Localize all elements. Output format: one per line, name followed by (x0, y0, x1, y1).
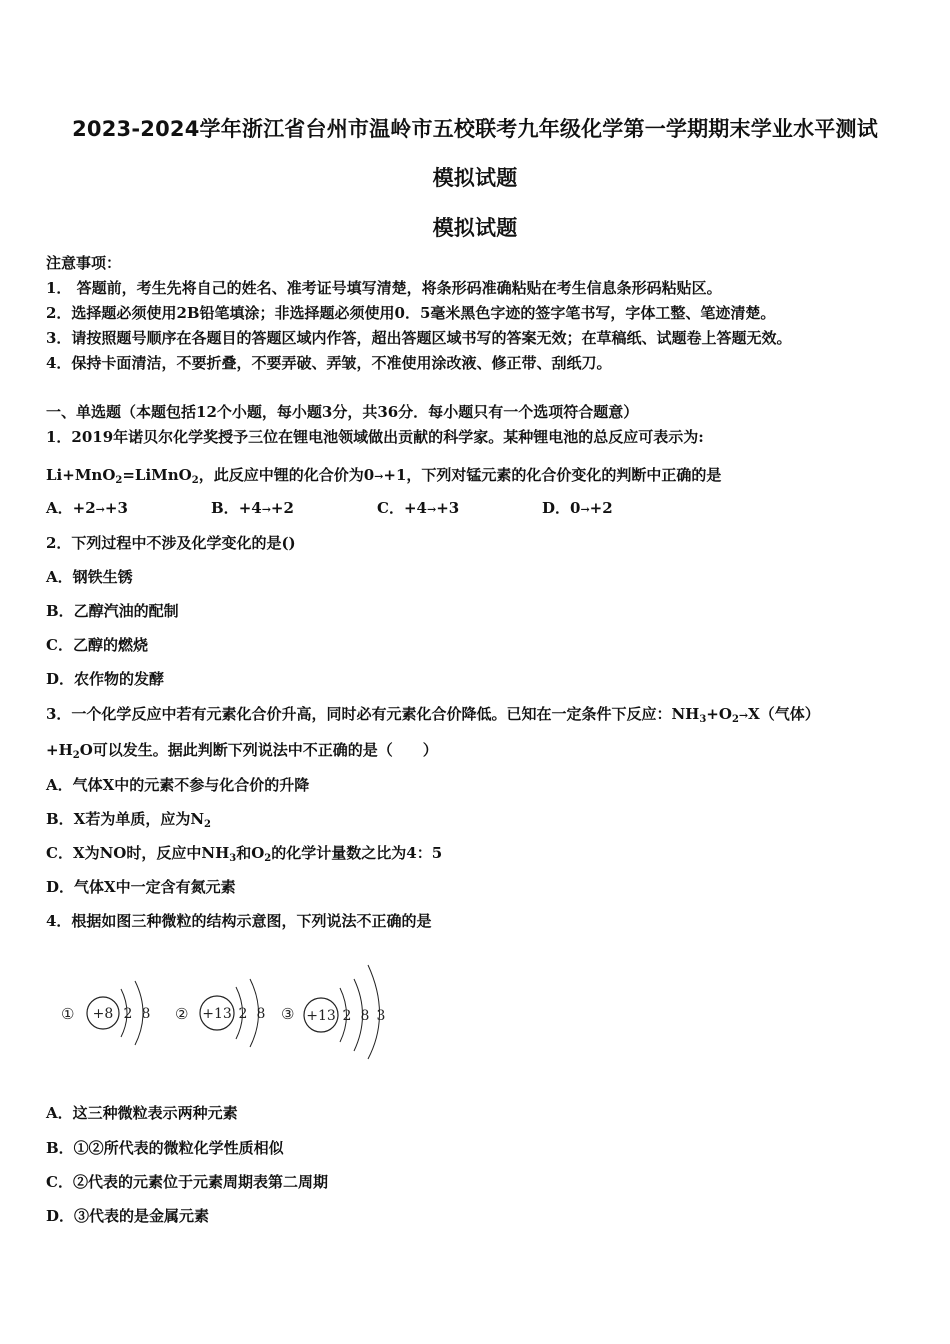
q4-option-c: C．②代表的元素位于元素周期表第二周期 (46, 1173, 328, 1191)
particle-1-nucleus: +8 (92, 1006, 114, 1022)
particle-1-shell-1: 2 (123, 1006, 133, 1022)
notice-item-4: 4．保持卡面清洁，不要折叠，不要弄破、弄皱，不准使用涂改液、修正带、刮纸刀。 (46, 354, 612, 372)
q2-option-a: A．钢铁生锈 (46, 568, 133, 586)
q1-option-c: C．+4→+3 (377, 499, 460, 517)
q3-option-b: B．X若为单质，应为$N_2$ (46, 810, 211, 830)
particle-3-shell-2: 8 (360, 1008, 370, 1024)
q2-option-b: B．乙醇汽油的配制 (46, 602, 179, 620)
q2-stem: 2．下列过程中不涉及化学变化的是() (46, 534, 296, 552)
exam-title-line3: 模拟试题 (432, 216, 518, 240)
particle-2-shell-2: 8 (256, 1006, 266, 1022)
atomic-structure-diagram (55, 955, 395, 1060)
q2-option-c: C．乙醇的燃烧 (46, 636, 148, 654)
notice-item-3: 3．请按照题号顺序在各题目的答题区域内作答，超出答题区域书写的答案无效；在草稿纸、试题卷上答题无效。 (46, 329, 792, 347)
particle-2-label: ② (175, 1005, 189, 1023)
q3-stem-line2: $+H_2O$可以发生。据此判断下列说法中不正确的是（ ） (46, 741, 438, 761)
particle-3-shell-3: 3 (376, 1008, 386, 1024)
particle-1-label: ① (61, 1005, 75, 1023)
particle-1-shell-2: 8 (141, 1006, 151, 1022)
exam-title-line2: 模拟试题 (432, 166, 518, 190)
exam-title-line1: 2023-2024学年浙江省台州市温岭市五校联考九年级化学第一学期期末学业水平测试 (72, 117, 878, 141)
q3-stem-line1: 3．一个化学反应中若有元素化合价升高，同时必有元素化合价降低。已知在一定条件下反应：$NH_3+O_2\to X$（气体） (46, 705, 820, 725)
q1-option-b: B．+4→+2 (211, 499, 294, 517)
notice-heading: 注意事项： (46, 254, 122, 272)
particle-3-label: ③ (281, 1005, 295, 1023)
q1-option-a: A．+2→+3 (46, 499, 128, 517)
notice-item-1: 1． 答题前，考生先将自己的姓名、准考证号填写清楚，将条形码准确粘贴在考生信息条形码粘贴区。 (46, 279, 722, 297)
particle-3-nucleus: +13 (306, 1008, 336, 1024)
q4-option-a: A．这三种微粒表示两种元素 (46, 1104, 238, 1122)
q3-option-c: C．X为NO时，反应中$NH_3$和$O_2$的化学计量数之比为4：5 (46, 844, 443, 864)
q3-option-d: D．气体X中一定含有氮元素 (46, 878, 236, 896)
particle-2-nucleus: +13 (202, 1006, 232, 1022)
q4-option-b: B．①②所代表的微粒化学性质相似 (46, 1139, 284, 1157)
particle-3-shell-1: 2 (342, 1008, 352, 1024)
q2-option-d: D．农作物的发酵 (46, 670, 165, 688)
q1-equation: Li+MnO$_2$=LiMnO$_2$，此反应中锂的化合价为0→+1，下列对锰元素的化合价变化的判断中正确的是 (46, 466, 722, 486)
particle-2-shell-1: 2 (238, 1006, 248, 1022)
section-heading: 一、单选题（本题包括12个小题，每小题3分，共36分．每小题只有一个选项符合题意） (46, 403, 639, 421)
q1-option-d: D．0→+2 (542, 499, 613, 517)
q4-stem: 4．根据如图三种微粒的结构示意图，下列说法不正确的是 (46, 912, 432, 930)
q4-option-d: D．③代表的是金属元素 (46, 1207, 210, 1225)
q1-stem: 1．2019年诺贝尔化学奖授予三位在锂电池领域做出贡献的科学家。某种锂电池的总反应可表示为: (46, 428, 704, 446)
notice-item-2: 2．选择题必须使用2B铅笔填涂；非选择题必须使用0．5毫米黑色字迹的签字笔书写，字体工整、笔迹清楚。 (46, 304, 776, 322)
q3-option-a: A．气体X中的元素不参与化合价的升降 (46, 776, 310, 794)
